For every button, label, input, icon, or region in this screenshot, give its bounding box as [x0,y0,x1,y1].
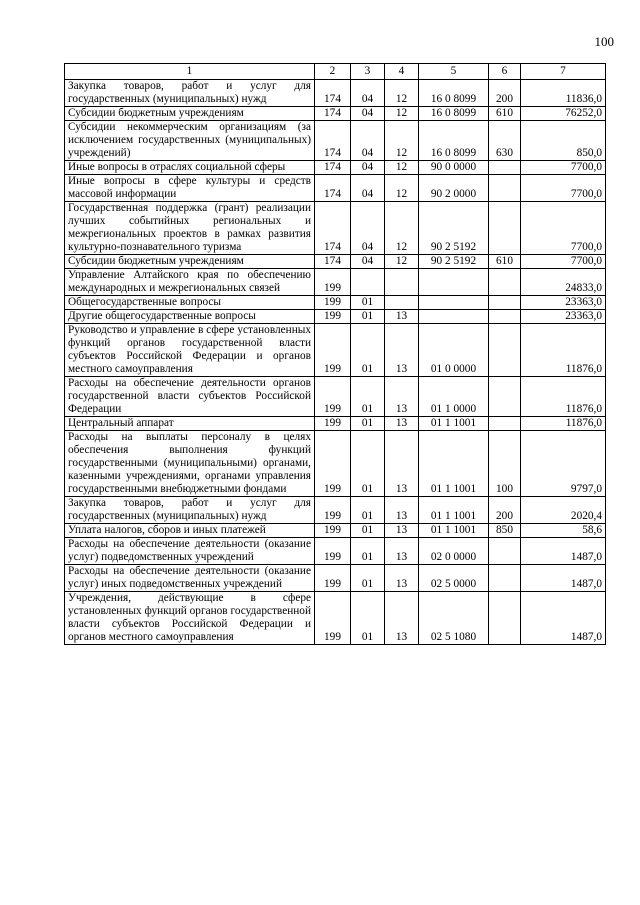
item-name-cell: Закупка товаров, работ и услуг для государственных (муниципальных) нужд [65,80,315,107]
code-section-cell: 04 [351,175,385,202]
code-section-cell: 01 [351,377,385,417]
code-target-cell: 01 1 1001 [419,417,489,431]
code-section-cell: 01 [351,524,385,538]
code-admin-cell: 174 [315,121,351,161]
code-target-cell: 90 2 5192 [419,202,489,255]
code-expense-type-cell: 200 [489,497,521,524]
column-header: 3 [351,64,385,80]
code-expense-type-cell [489,202,521,255]
code-subsection-cell: 12 [385,202,419,255]
code-target-cell: 16 0 8099 [419,121,489,161]
amount-cell: 11876,0 [521,324,606,377]
table-row [65,565,606,592]
budget-table [64,63,606,645]
amount-cell: 850,0 [521,121,606,161]
code-admin-cell: 199 [315,431,351,497]
code-subsection-cell: 13 [385,565,419,592]
amount-cell: 7700,0 [521,202,606,255]
code-admin-cell: 199 [315,417,351,431]
code-section-cell: 04 [351,80,385,107]
column-header: 7 [521,64,606,80]
table-row [65,592,606,645]
code-admin-cell: 199 [315,538,351,565]
code-section-cell: 01 [351,538,385,565]
code-admin-cell: 199 [315,565,351,592]
code-section-cell: 04 [351,121,385,161]
item-name-cell: Субсидии бюджетным учреждениям [65,255,315,269]
code-subsection-cell: 12 [385,175,419,202]
table-header-row [65,64,606,80]
amount-cell: 11876,0 [521,417,606,431]
code-subsection-cell: 13 [385,538,419,565]
code-section-cell: 01 [351,497,385,524]
amount-cell: 11876,0 [521,377,606,417]
code-expense-type-cell [489,377,521,417]
code-admin-cell: 174 [315,80,351,107]
code-section-cell: 01 [351,417,385,431]
table-row [65,161,606,175]
table-row [65,255,606,269]
table-body [65,80,606,645]
code-subsection-cell [385,269,419,296]
table-row [65,524,606,538]
column-header: 6 [489,64,521,80]
amount-cell: 7700,0 [521,255,606,269]
code-admin-cell: 174 [315,107,351,121]
code-subsection-cell: 13 [385,431,419,497]
item-name-cell: Закупка товаров, работ и услуг для государственных (муниципальных) нужд [65,497,315,524]
code-subsection-cell: 12 [385,121,419,161]
code-target-cell: 02 5 0000 [419,565,489,592]
code-section-cell: 04 [351,161,385,175]
code-admin-cell: 199 [315,296,351,310]
code-expense-type-cell [489,269,521,296]
code-admin-cell: 174 [315,202,351,255]
amount-cell: 76252,0 [521,107,606,121]
code-target-cell: 01 1 0000 [419,377,489,417]
code-subsection-cell: 13 [385,417,419,431]
code-target-cell: 90 0 0000 [419,161,489,175]
code-admin-cell: 199 [315,377,351,417]
table-row [65,269,606,296]
item-name-cell: Учреждения, действующие в сфере установленных функций органов государственной власти субъектов Российской Федерации и органов местного самоуправления [65,592,315,645]
code-target-cell: 02 0 0000 [419,538,489,565]
item-name-cell: Расходы на обеспечение деятельности (оказание услуг) подведомственных учреждений [65,538,315,565]
code-section-cell: 04 [351,107,385,121]
table-row [65,431,606,497]
code-section-cell: 04 [351,202,385,255]
table-row [65,202,606,255]
code-section-cell: 01 [351,296,385,310]
code-expense-type-cell [489,175,521,202]
code-subsection-cell: 13 [385,377,419,417]
item-name-cell: Центральный аппарат [65,417,315,431]
item-name-cell: Субсидии бюджетным учреждениям [65,107,315,121]
code-section-cell: 01 [351,310,385,324]
amount-cell: 7700,0 [521,161,606,175]
code-expense-type-cell [489,324,521,377]
amount-cell: 23363,0 [521,296,606,310]
code-subsection-cell: 13 [385,592,419,645]
item-name-cell: Руководство и управление в сфере установленных функций органов государственной власти субъектов Российской Федерации и органов местного самоуправления [65,324,315,377]
code-subsection-cell: 12 [385,80,419,107]
code-subsection-cell: 13 [385,524,419,538]
amount-cell: 11836,0 [521,80,606,107]
code-expense-type-cell [489,538,521,565]
table-row [65,296,606,310]
code-target-cell: 02 5 1080 [419,592,489,645]
code-expense-type-cell [489,296,521,310]
code-subsection-cell: 13 [385,310,419,324]
item-name-cell: Общегосударственные вопросы [65,296,315,310]
code-target-cell: 01 1 1001 [419,497,489,524]
code-admin-cell: 174 [315,175,351,202]
code-section-cell: 04 [351,255,385,269]
code-expense-type-cell [489,565,521,592]
table-row [65,538,606,565]
code-subsection-cell: 13 [385,324,419,377]
table-row [65,310,606,324]
code-section-cell: 01 [351,431,385,497]
item-name-cell: Уплата налогов, сборов и иных платежей [65,524,315,538]
code-target-cell [419,269,489,296]
code-target-cell: 90 2 5192 [419,255,489,269]
code-expense-type-cell [489,417,521,431]
code-expense-type-cell: 610 [489,255,521,269]
code-expense-type-cell: 200 [489,80,521,107]
column-header: 4 [385,64,419,80]
code-admin-cell: 174 [315,161,351,175]
item-name-cell: Другие общегосударственные вопросы [65,310,315,324]
item-name-cell: Государственная поддержка (грант) реализации лучших событийных региональных и межрегиональных проектов в рамках развития культурно-познавательного туризма [65,202,315,255]
code-expense-type-cell [489,592,521,645]
code-section-cell [351,269,385,296]
code-expense-type-cell [489,310,521,324]
column-header: 1 [65,64,315,80]
amount-cell: 24833,0 [521,269,606,296]
code-target-cell: 16 0 8099 [419,80,489,107]
page-number: 100 [594,34,614,49]
amount-cell: 1487,0 [521,538,606,565]
amount-cell: 58,6 [521,524,606,538]
table-row [65,121,606,161]
code-admin-cell: 199 [315,269,351,296]
table-row [65,377,606,417]
column-header: 2 [315,64,351,80]
code-expense-type-cell [489,161,521,175]
amount-cell: 2020,4 [521,497,606,524]
table-row [65,175,606,202]
code-admin-cell: 199 [315,324,351,377]
amount-cell: 1487,0 [521,592,606,645]
code-expense-type-cell: 630 [489,121,521,161]
code-target-cell: 01 0 0000 [419,324,489,377]
code-section-cell: 01 [351,565,385,592]
column-header: 5 [419,64,489,80]
item-name-cell: Субсидии некоммерческим организациям (за исключением государственных (муниципальных) учреждений) [65,121,315,161]
code-admin-cell: 199 [315,592,351,645]
code-subsection-cell: 12 [385,161,419,175]
item-name-cell: Иные вопросы в сфере культуры и средств массовой информации [65,175,315,202]
amount-cell: 7700,0 [521,175,606,202]
code-subsection-cell [385,296,419,310]
code-target-cell [419,310,489,324]
code-target-cell: 90 2 0000 [419,175,489,202]
item-name-cell: Расходы на обеспечение деятельности (оказание услуг) иных подведомственных учреждений [65,565,315,592]
table-row [65,324,606,377]
amount-cell: 23363,0 [521,310,606,324]
code-target-cell [419,296,489,310]
code-target-cell: 16 0 8099 [419,107,489,121]
code-admin-cell: 199 [315,524,351,538]
code-subsection-cell: 12 [385,107,419,121]
table-row [65,497,606,524]
code-admin-cell: 199 [315,497,351,524]
item-name-cell: Расходы на обеспечение деятельности органов государственной власти субъектов Российской Федерации [65,377,315,417]
amount-cell: 9797,0 [521,431,606,497]
code-subsection-cell: 12 [385,255,419,269]
item-name-cell: Иные вопросы в отраслях социальной сферы [65,161,315,175]
amount-cell: 1487,0 [521,565,606,592]
code-admin-cell: 199 [315,310,351,324]
code-section-cell: 01 [351,324,385,377]
code-expense-type-cell: 100 [489,431,521,497]
table-row [65,417,606,431]
code-admin-cell: 174 [315,255,351,269]
code-expense-type-cell: 610 [489,107,521,121]
code-section-cell: 01 [351,592,385,645]
code-target-cell: 01 1 1001 [419,431,489,497]
table-row [65,107,606,121]
item-name-cell: Управление Алтайского края по обеспечению международных и межрегиональных связей [65,269,315,296]
item-name-cell: Расходы на выплаты персоналу в целях обеспечения выполнения функций государственными (муниципальными) органами, казенными учреждениями, органами управления государственными внебюджетными фондами [65,431,315,497]
table-row [65,80,606,107]
code-target-cell: 01 1 1001 [419,524,489,538]
code-expense-type-cell: 850 [489,524,521,538]
code-subsection-cell: 13 [385,497,419,524]
